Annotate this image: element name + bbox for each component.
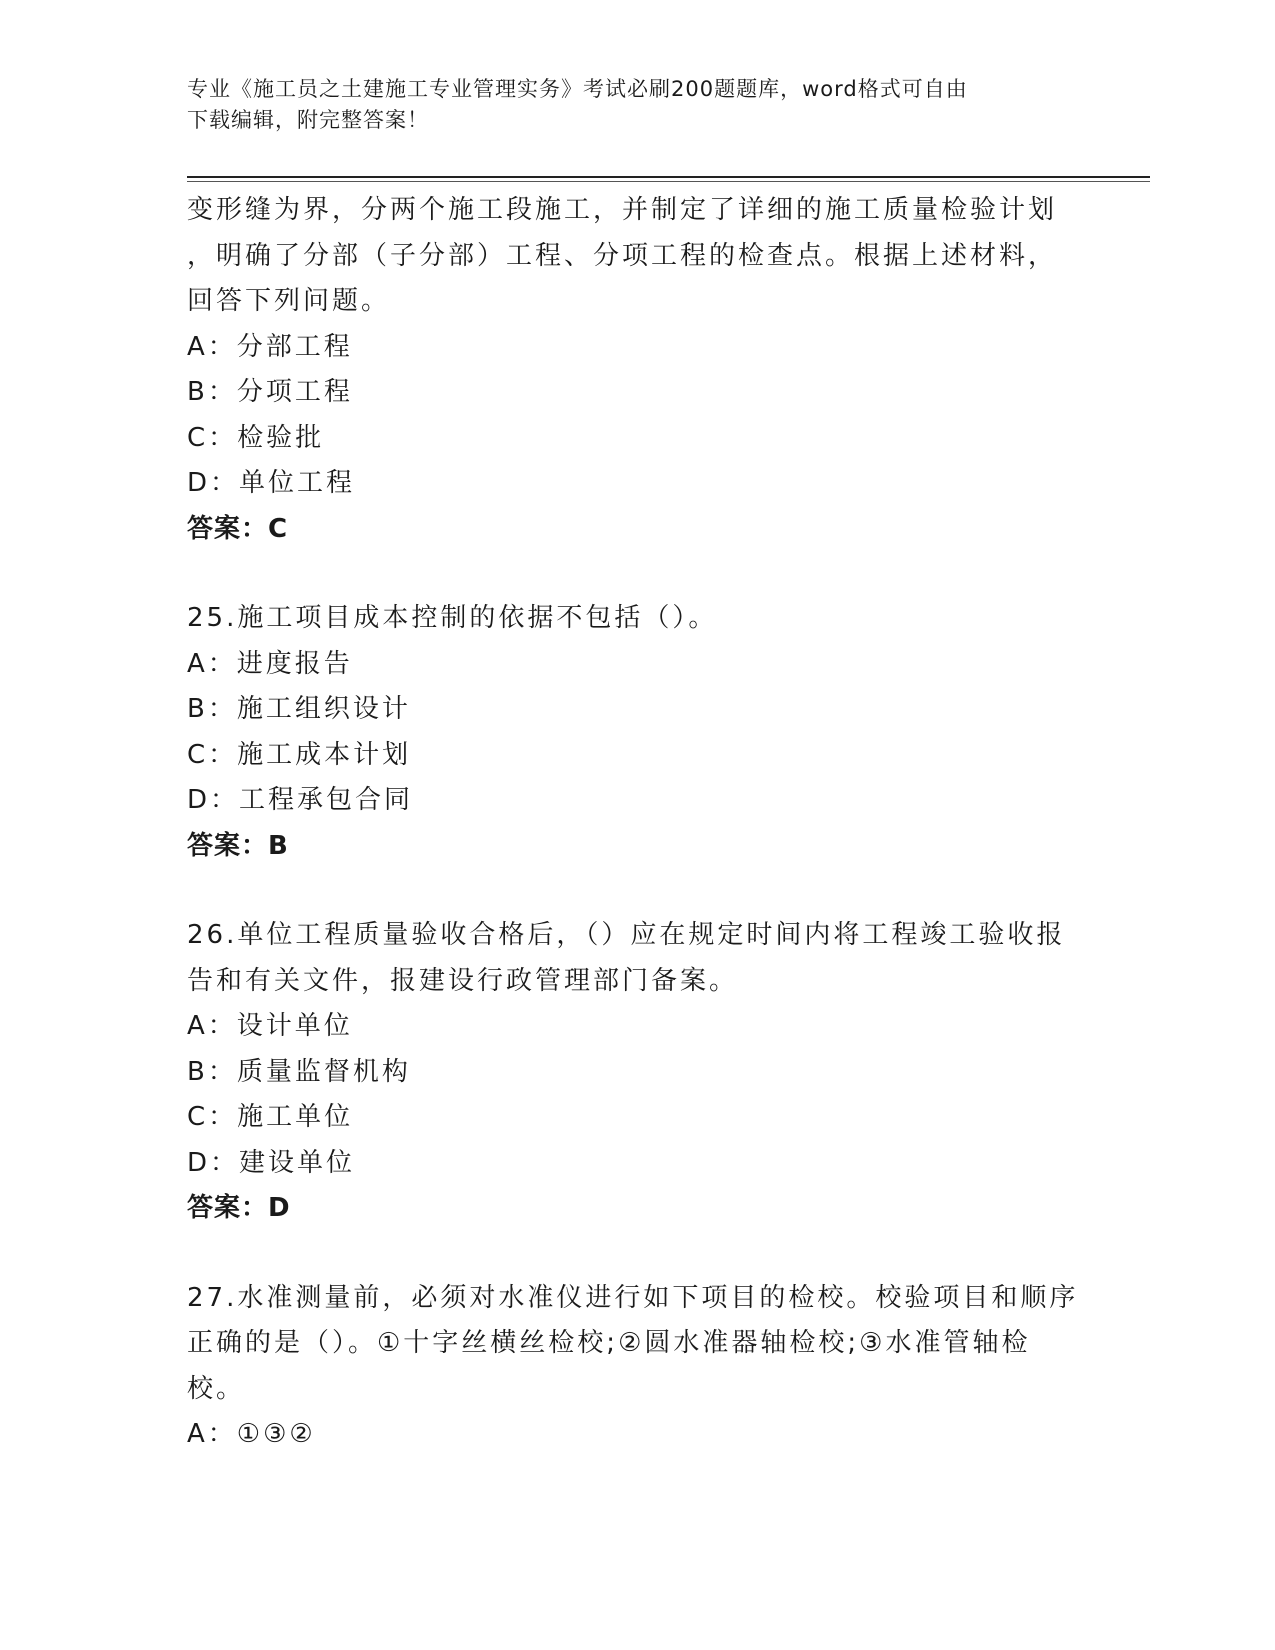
question-spacer xyxy=(187,552,1087,596)
option-c: C：施工单位 xyxy=(187,1102,354,1132)
header-line-2: 下载编辑，附完整答案！ xyxy=(187,108,429,132)
option-c: C：检验批 xyxy=(187,422,325,453)
option-b: B：分项工程 xyxy=(187,377,353,407)
option-b: B：施工组织设计 xyxy=(187,694,411,724)
question-text-line: 回答下列问题。 xyxy=(187,286,391,316)
question-24 xyxy=(187,188,1087,552)
question-text-line: 26.单位工程质量验收合格后，（）应在规定时间内将工程竣工验收报 xyxy=(187,920,1066,950)
question-text-line: 25.施工项目成本控制的依据不包括（）。 xyxy=(187,603,718,633)
question-spacer xyxy=(187,869,1087,913)
option-d: D：建设单位 xyxy=(187,1147,356,1178)
question-list xyxy=(187,188,1087,1458)
question-26 xyxy=(187,913,1087,1232)
option-c: C：施工成本计划 xyxy=(187,739,412,770)
header-divider-thick xyxy=(187,176,1150,178)
header-divider-thin xyxy=(187,181,1150,182)
question-spacer xyxy=(187,1232,1087,1276)
question-text-line: 告和有关文件，报建设行政管理部门备案。 xyxy=(187,965,739,996)
question-27 xyxy=(187,1276,1087,1458)
header-line-1: 专业《施工员之土建施工专业管理实务》考试必刷200题题库，word格式可自由 xyxy=(187,77,968,101)
option-a: A：进度报告 xyxy=(187,648,353,679)
question-text-line: 正确的是（）。①十字丝横丝检校;②圆水准器轴检校;③水准管轴检 xyxy=(187,1328,1031,1358)
option-d: D：工程承包合同 xyxy=(187,785,414,815)
answer-line: 答案：B xyxy=(187,830,289,861)
question-text-line: 校。 xyxy=(187,1373,246,1404)
question-text-line: ，明确了分部（子分部）工程、分项工程的检查点。根据上述材料， xyxy=(187,240,1058,271)
answer-line: 答案：D xyxy=(187,1193,291,1223)
option-a: A：①③② xyxy=(187,1419,316,1449)
question-25 xyxy=(187,596,1087,869)
document-header xyxy=(187,74,1067,136)
option-a: A：设计单位 xyxy=(187,1011,353,1041)
option-b: B：质量监督机构 xyxy=(187,1056,411,1087)
answer-line: 答案：C xyxy=(187,513,289,544)
option-d: D：单位工程 xyxy=(187,468,356,498)
option-a: A：分部工程 xyxy=(187,331,353,362)
question-text-line: 变形缝为界，分两个施工段施工，并制定了详细的施工质量检验计划 xyxy=(187,195,1058,225)
question-text-line: 27.水准测量前，必须对水准仪进行如下项目的检校。校验项目和顺序 xyxy=(187,1282,1079,1313)
